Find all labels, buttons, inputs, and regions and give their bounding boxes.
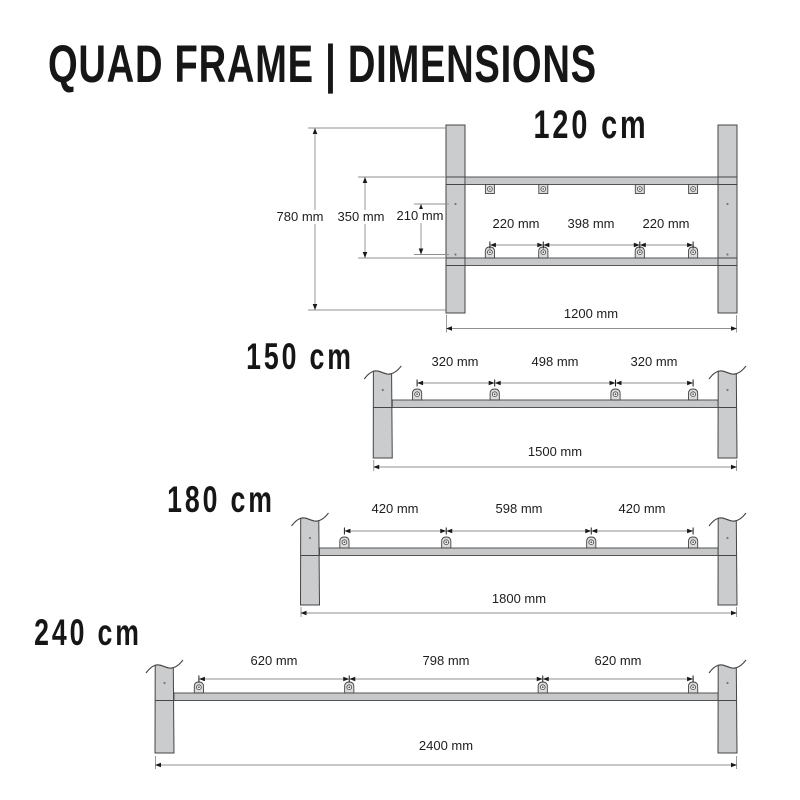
- total-width-label: 2400 mm: [418, 738, 474, 753]
- segment-dim-label: 620 mm: [594, 653, 642, 668]
- segment-dim-label: 320 mm: [431, 354, 479, 369]
- segment-dim-label: 320 mm: [630, 354, 678, 369]
- frame-size-label-120: 120 cm: [533, 103, 649, 147]
- frame-size-label-150: 150 cm: [246, 336, 354, 377]
- rail-spacing-label: 350 mm: [337, 209, 385, 224]
- segment-dim-label: 420 mm: [371, 501, 419, 516]
- segment-dim-label: 220 mm: [642, 216, 690, 231]
- page-title: QUAD FRAME | DIMENSIONS: [48, 35, 597, 94]
- segment-dim-label: 798 mm: [422, 653, 470, 668]
- total-width-label: 1800 mm: [491, 591, 547, 606]
- segment-dim-label: 220 mm: [492, 216, 540, 231]
- frame-height-label: 780 mm: [276, 209, 324, 224]
- total-width-label: 1200 mm: [563, 306, 619, 321]
- frame-size-label-240: 240 cm: [34, 612, 142, 653]
- frame-size-label-180: 180 cm: [167, 479, 275, 520]
- segment-dim-label: 398 mm: [567, 216, 615, 231]
- segment-dim-label: 620 mm: [250, 653, 298, 668]
- hole-spacing-label: 210 mm: [396, 208, 444, 223]
- total-width-label: 1500 mm: [527, 444, 583, 459]
- segment-dim-label: 498 mm: [531, 354, 579, 369]
- segment-dim-label: 420 mm: [618, 501, 666, 516]
- segment-dim-label: 598 mm: [495, 501, 543, 516]
